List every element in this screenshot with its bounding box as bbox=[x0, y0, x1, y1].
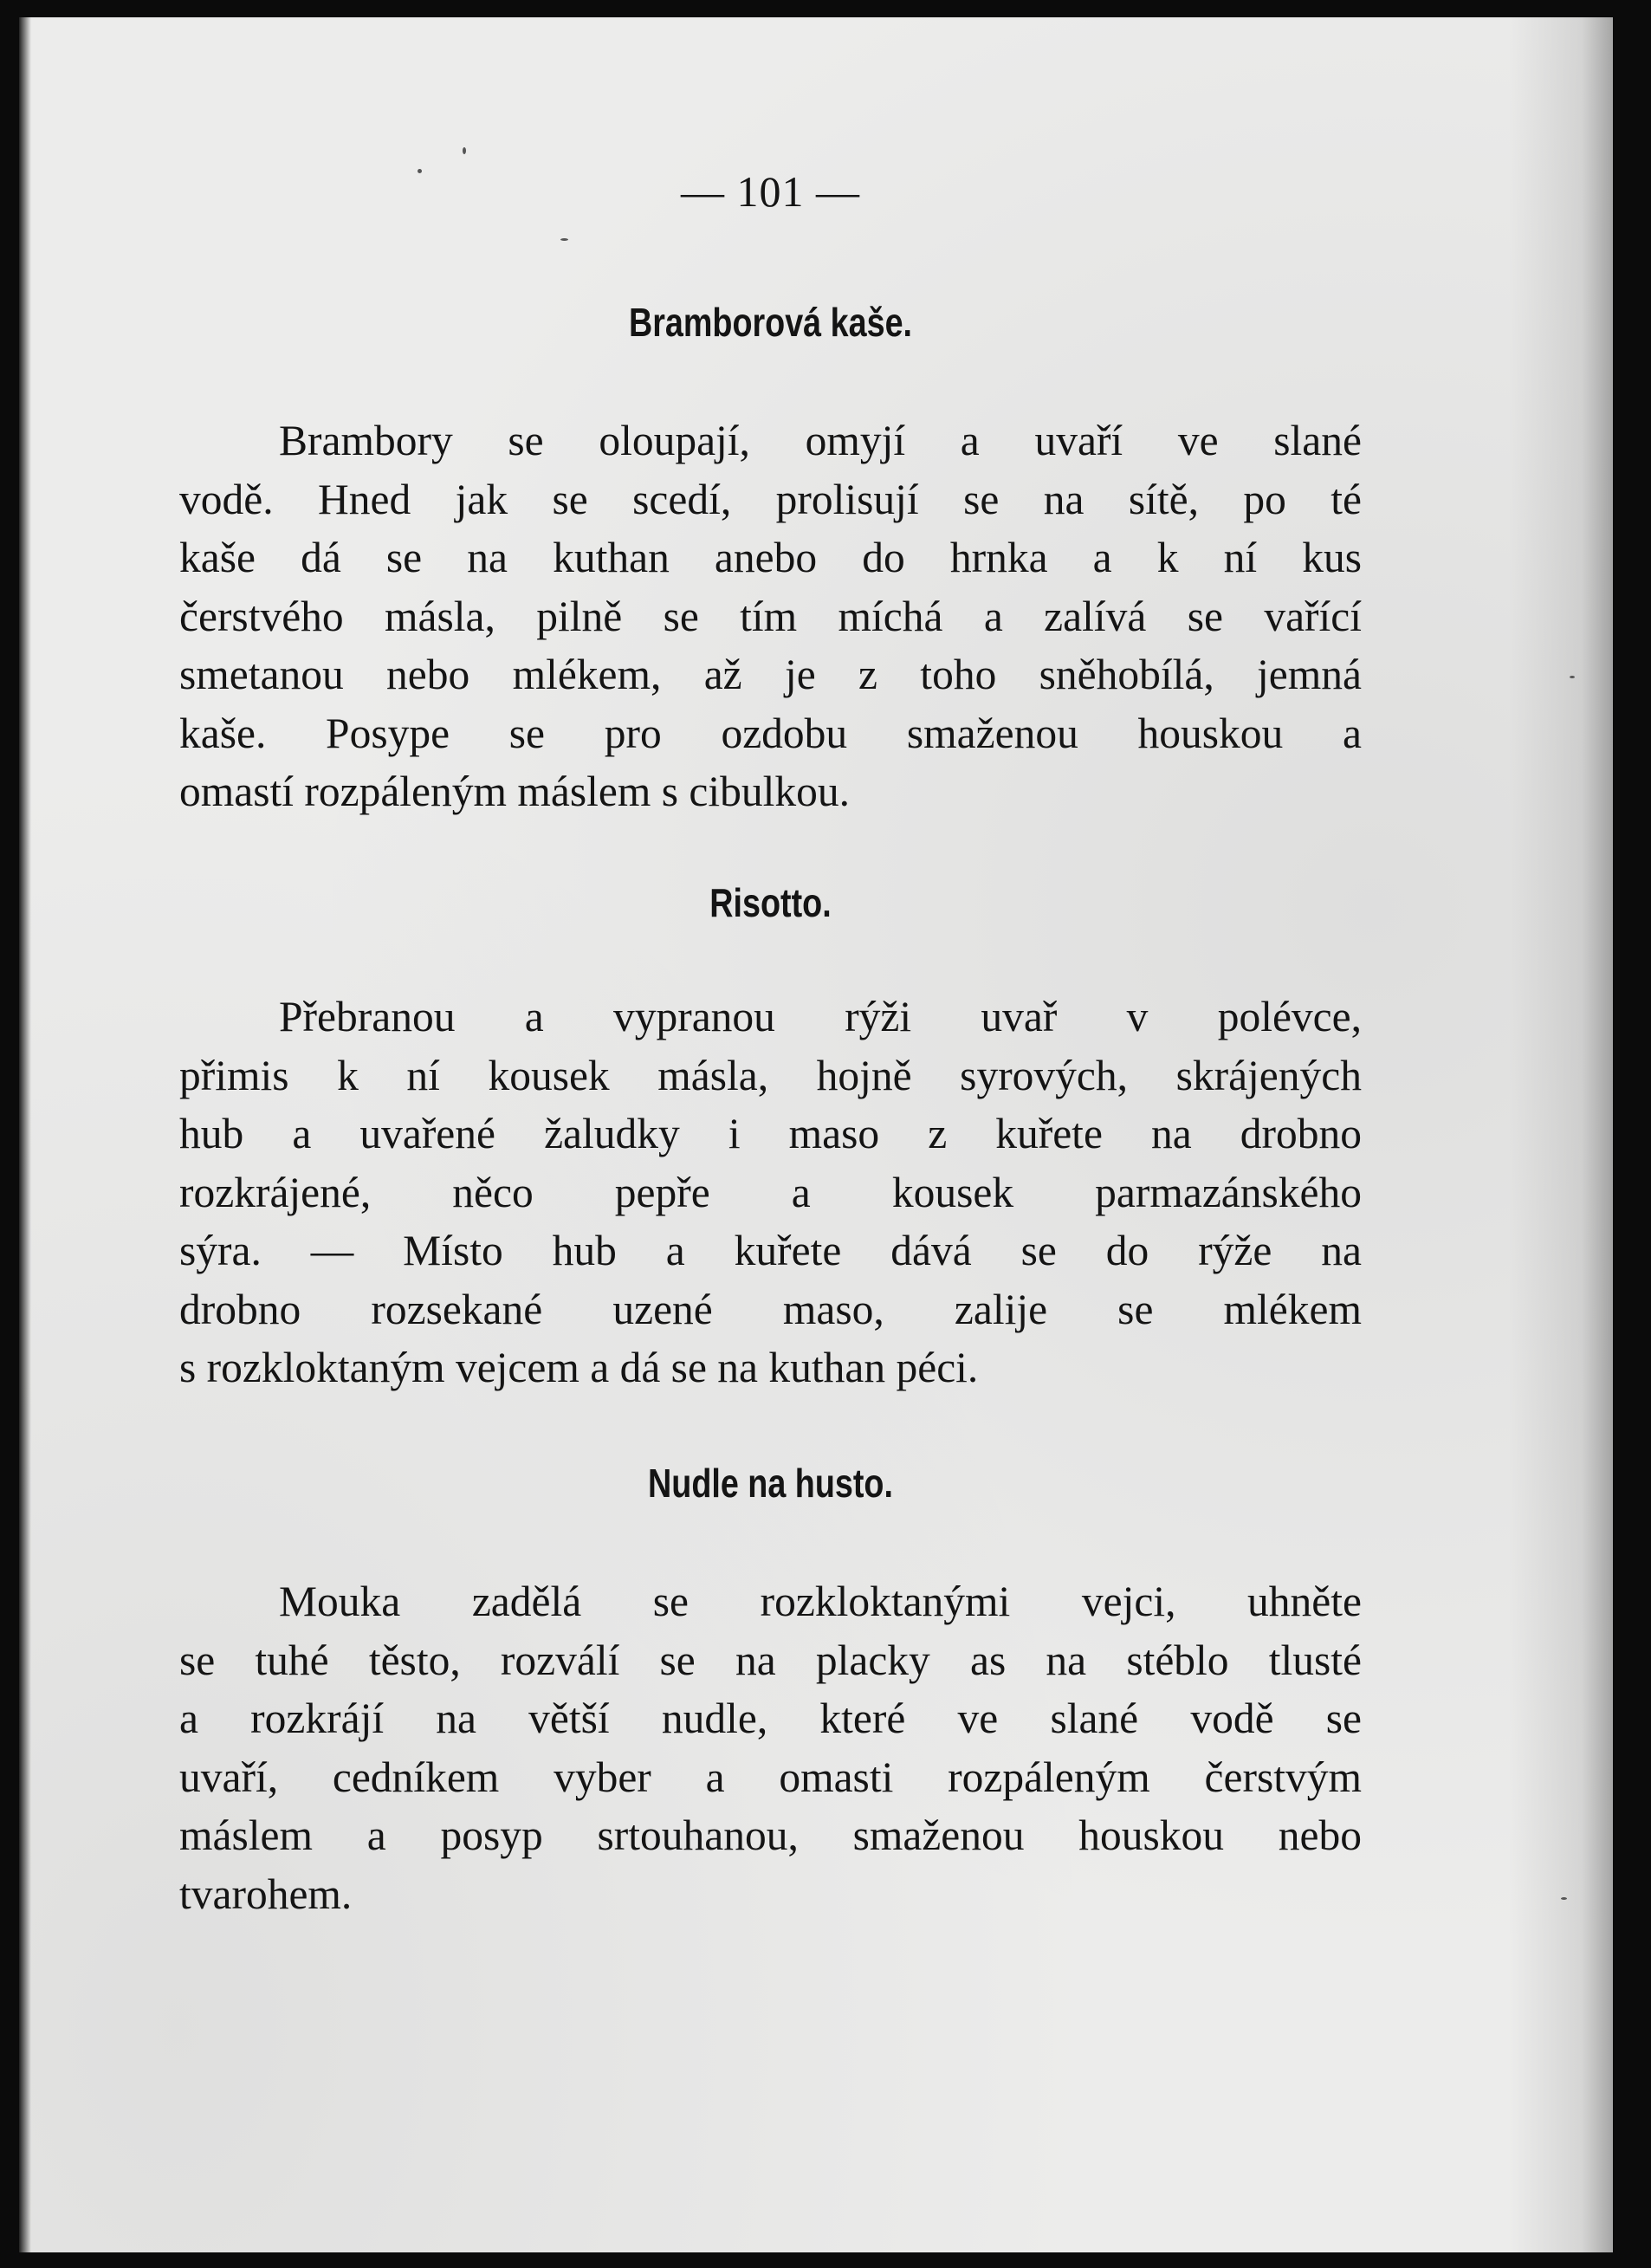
page-binding-shadow bbox=[19, 17, 31, 2252]
text-line: Mouka zadělá se rozkloktanými vejci, uhněte bbox=[279, 1578, 1362, 1625]
text-line: Přebranou a vypranou rýži uvař v polévce, bbox=[279, 993, 1362, 1040]
text-line: s rozkloktaným vejcem a dá se na kuthan péci. bbox=[179, 1344, 979, 1391]
text-line: se tuhé těsto, rozválí se na placky as na stéblo tlusté bbox=[179, 1636, 1362, 1684]
text-line: sýra. — Místo hub a kuřete dává se do rýže na bbox=[179, 1227, 1362, 1274]
text-line: drobno rozsekané uzené maso, zalije se mlékem bbox=[179, 1285, 1362, 1333]
scan-speck bbox=[463, 147, 466, 154]
recipe-text bbox=[179, 411, 1362, 821]
text-line: kaše dá se na kuthan anebo do hrnka a k ní kus bbox=[179, 534, 1362, 581]
text-line: čerstvého másla, pilně se tím míchá a zalívá se vařící bbox=[179, 592, 1362, 640]
text-line: a rozkrájí na větší nudle, které ve slané vodě se bbox=[179, 1695, 1362, 1742]
scan-speck bbox=[560, 238, 568, 241]
text-line: vodě. Hned jak se scedí, prolisují se na sítě, po té bbox=[179, 475, 1362, 523]
book-page bbox=[19, 17, 1613, 2252]
scan-speck bbox=[1570, 676, 1575, 678]
text-line: uvaří, cedníkem vyber a omasti rozpáleným čerstvým bbox=[179, 1753, 1362, 1801]
recipe-text bbox=[179, 1572, 1362, 1923]
text-line: tvarohem. bbox=[179, 1869, 353, 1918]
page-number: — 101 — bbox=[681, 167, 860, 216]
text-line: Brambory se oloupají, omyjí a uvaří ve slané bbox=[279, 417, 1362, 464]
page-edge-shading bbox=[1509, 17, 1613, 2252]
recipe-title: Bramborová kaše. bbox=[628, 300, 913, 345]
text-line: přimis k ní kousek másla, hojně syrových, skrájených bbox=[179, 1051, 1362, 1099]
text-line: hub a uvařené žaludky i maso z kuřete na drobno bbox=[179, 1110, 1362, 1157]
scan-speck bbox=[1561, 1897, 1567, 1900]
text-line: smetanou nebo mlékem, až je z toho sněhobílá, jemná bbox=[179, 651, 1362, 698]
text-line: máslem a posyp srtouhanou, smaženou houskou nebo bbox=[179, 1811, 1362, 1859]
recipe-title: Risotto. bbox=[709, 880, 832, 925]
recipe-text bbox=[179, 988, 1362, 1397]
recipe-title: Nudle na husto. bbox=[648, 1461, 893, 1506]
text-line: rozkrájené, něco pepře a kousek parmazánského bbox=[179, 1168, 1362, 1216]
text-line: omastí rozpáleným máslem s cibulkou. bbox=[179, 768, 850, 815]
text-line: kaše. Posype se pro ozdobu smaženou houskou a bbox=[179, 709, 1362, 757]
